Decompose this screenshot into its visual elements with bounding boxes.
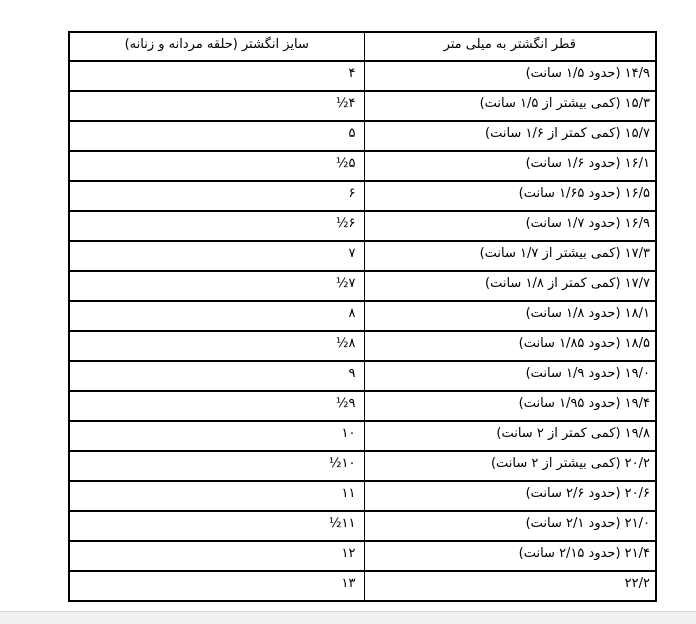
diameter-header: قطر انگشتر به میلی متر bbox=[364, 32, 656, 61]
table-row bbox=[69, 121, 656, 151]
size-header: سایز انگشتر (حلقه مردانه و زنانه) bbox=[69, 32, 364, 61]
size-cell: ۴½ bbox=[69, 91, 364, 121]
table-row bbox=[69, 181, 656, 211]
table-row bbox=[69, 511, 656, 541]
diameter-cell: ۲۱/۴ (حدود ۲/۱۵ سانت) bbox=[364, 541, 656, 571]
size-cell: ۸ bbox=[69, 301, 364, 331]
header-row bbox=[69, 32, 656, 61]
table-row bbox=[69, 391, 656, 421]
table-row bbox=[69, 61, 656, 91]
size-cell: ۶ bbox=[69, 181, 364, 211]
table-row bbox=[69, 451, 656, 481]
horizontal-scrollbar-track[interactable] bbox=[0, 611, 696, 624]
diameter-cell: ۱۹/۴ (حدود ۱/۹۵ سانت) bbox=[364, 391, 656, 421]
diameter-cell: ۲۰/۲ (کمی بیشتر از ۲ سانت) bbox=[364, 451, 656, 481]
diameter-cell: ۲۰/۶ (حدود ۲/۶ سانت) bbox=[364, 481, 656, 511]
table-row bbox=[69, 91, 656, 121]
diameter-cell: ۱۷/۷ (کمی کمتر از ۱/۸ سانت) bbox=[364, 271, 656, 301]
diameter-cell: ۱۷/۳ (کمی بیشتر از ۱/۷ سانت) bbox=[364, 241, 656, 271]
table-row bbox=[69, 151, 656, 181]
size-cell: ۴ bbox=[69, 61, 364, 91]
diameter-cell: ۱۶/۹ (حدود ۱/۷ سانت) bbox=[364, 211, 656, 241]
size-cell: ۷½ bbox=[69, 271, 364, 301]
size-cell: ۱۰ bbox=[69, 421, 364, 451]
diameter-cell: ۱۸/۱ (حدود ۱/۸ سانت) bbox=[364, 301, 656, 331]
table-row bbox=[69, 271, 656, 301]
size-cell: ۱۰½ bbox=[69, 451, 364, 481]
size-cell: ۷ bbox=[69, 241, 364, 271]
diameter-cell: ۲۱/۰ (حدود ۲/۱ سانت) bbox=[364, 511, 656, 541]
size-cell: ۹ bbox=[69, 361, 364, 391]
size-cell: ۱۱ bbox=[69, 481, 364, 511]
diameter-cell: ۲۲/۲ bbox=[364, 571, 656, 601]
diameter-cell: ۱۵/۳ (کمی بیشتر از ۱/۵ سانت) bbox=[364, 91, 656, 121]
diameter-cell: ۱۸/۵ (حدود ۱/۸۵ سانت) bbox=[364, 331, 656, 361]
size-cell: ۸½ bbox=[69, 331, 364, 361]
size-cell: ۱۳ bbox=[69, 571, 364, 601]
size-cell: ۵½ bbox=[69, 151, 364, 181]
table-row bbox=[69, 571, 656, 601]
table-row bbox=[69, 331, 656, 361]
diameter-cell: ۱۵/۷ (کمی کمتر از ۱/۶ سانت) bbox=[364, 121, 656, 151]
table-row bbox=[69, 241, 656, 271]
table-row bbox=[69, 211, 656, 241]
diameter-cell: ۱۶/۱ (حدود ۱/۶ سانت) bbox=[364, 151, 656, 181]
diameter-cell: ۱۹/۰ (حدود ۱/۹ سانت) bbox=[364, 361, 656, 391]
diameter-cell: ۱۴/۹ (حدود ۱/۵ سانت) bbox=[364, 61, 656, 91]
size-cell: ۱۲ bbox=[69, 541, 364, 571]
diameter-cell: ۱۶/۵ (حدود ۱/۶۵ سانت) bbox=[364, 181, 656, 211]
size-cell: ۶½ bbox=[69, 211, 364, 241]
table-row bbox=[69, 541, 656, 571]
size-cell: ۱۱½ bbox=[69, 511, 364, 541]
table-row bbox=[69, 361, 656, 391]
size-cell: ۹½ bbox=[69, 391, 364, 421]
table-row bbox=[69, 481, 656, 511]
size-cell: ۵ bbox=[69, 121, 364, 151]
table-row bbox=[69, 301, 656, 331]
table-row bbox=[69, 421, 656, 451]
ring-size-table bbox=[68, 31, 657, 602]
diameter-cell: ۱۹/۸ (کمی کمتر از ۲ سانت) bbox=[364, 421, 656, 451]
